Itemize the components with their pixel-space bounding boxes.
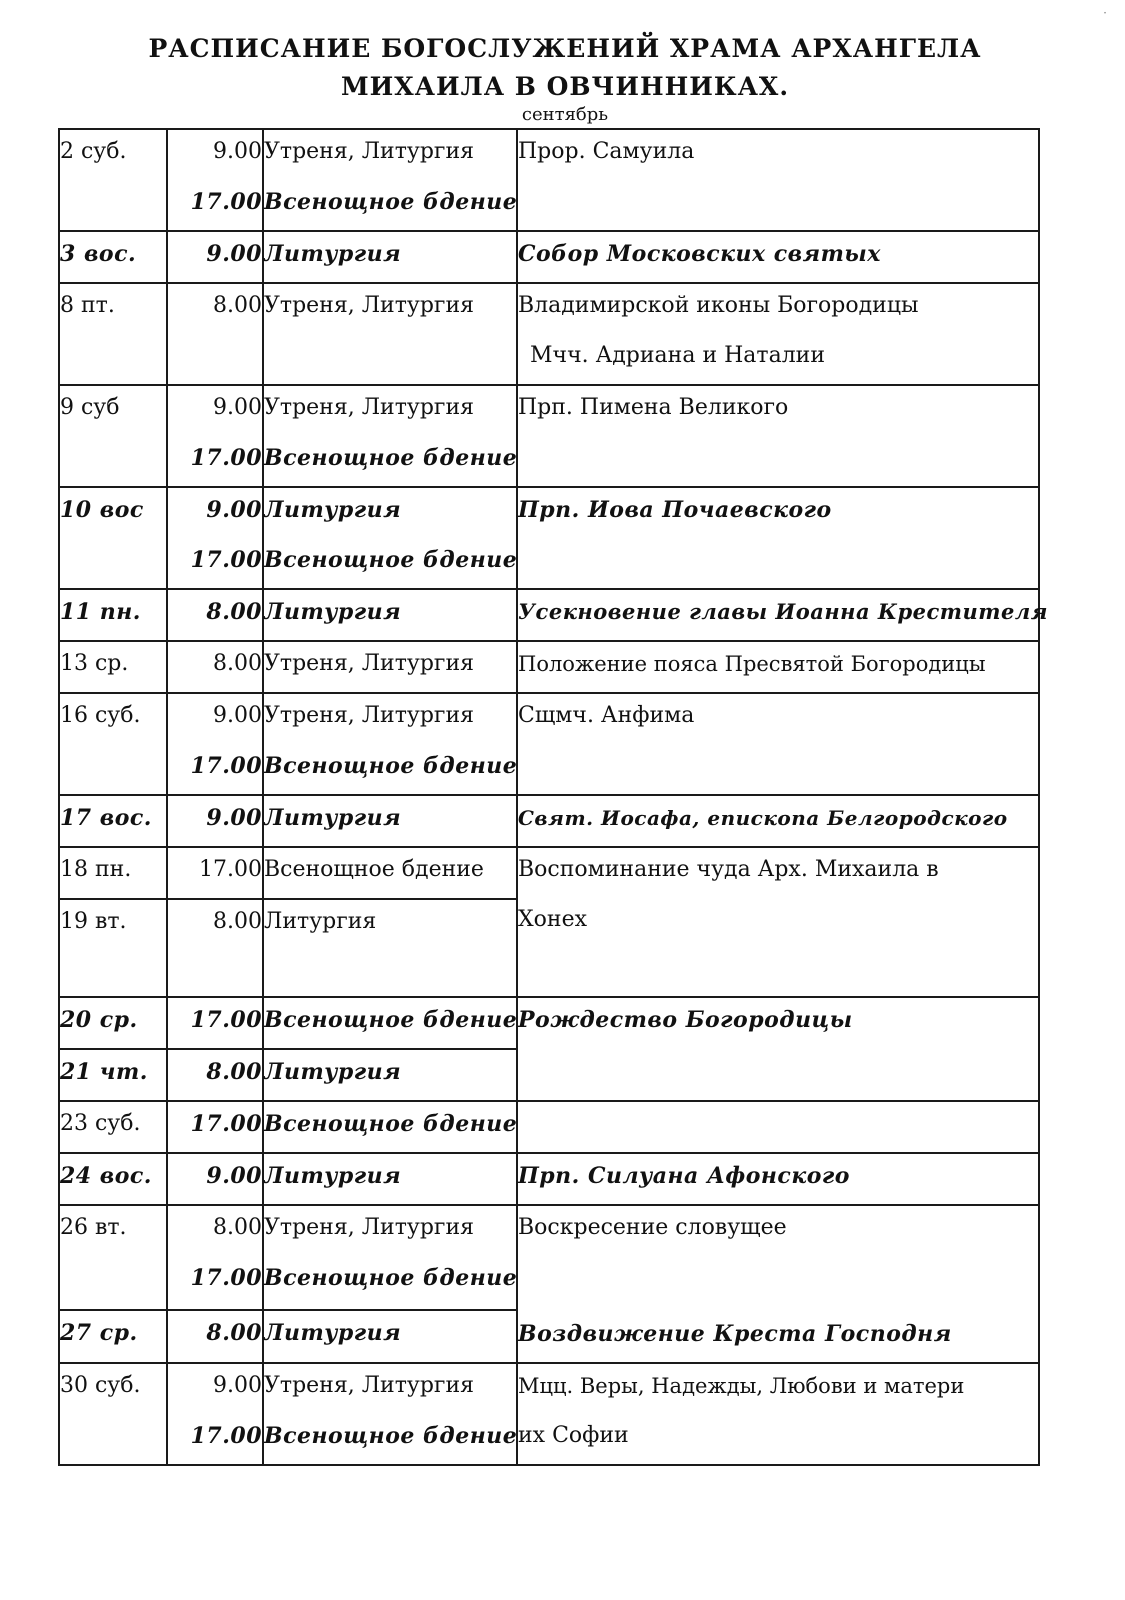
date-cell <box>59 231 167 283</box>
service-text: Всенощное бдение <box>264 1423 518 1449</box>
service-text: Всенощное бдение <box>264 1265 518 1291</box>
service-text: Утреня, Литургия <box>264 139 474 164</box>
time-cell <box>167 1101 263 1153</box>
time-text: 8.00 <box>206 1059 262 1085</box>
time-cell <box>167 385 263 487</box>
feast-text: Владимирской иконы Богородицы <box>518 293 919 318</box>
service-cell <box>263 693 517 795</box>
table-row <box>59 1363 1039 1465</box>
feast-cell <box>517 795 1039 847</box>
time-cell <box>167 997 263 1049</box>
service-cell <box>263 795 517 847</box>
service-text: Утреня, Литургия <box>264 651 474 676</box>
service-cell <box>263 899 517 997</box>
service-text: Всенощное бдение <box>264 857 484 882</box>
time-cell <box>167 589 263 641</box>
time-text: 8.00 <box>206 1319 262 1346</box>
table-row <box>59 1153 1039 1205</box>
time-cell <box>167 693 263 795</box>
feast-cell-merged <box>517 997 1039 1101</box>
time-text: 9.00 <box>213 1373 262 1398</box>
date-cell <box>59 997 167 1049</box>
feast-text: Воздвижение Креста Господня <box>518 1321 952 1347</box>
time-text: 8.00 <box>213 909 262 934</box>
service-cell <box>263 1101 517 1153</box>
feast-text: Собор Московских святых <box>518 241 881 267</box>
date-cell <box>59 847 167 899</box>
feast-text: Положение пояса Пресвятой Богородицы <box>518 652 986 676</box>
date-text: 27 ср. <box>60 1319 138 1346</box>
time-cell <box>167 795 263 847</box>
time-text: 17.00 <box>190 1111 262 1137</box>
service-text: Утреня, Литургия <box>264 1215 474 1240</box>
time-text: 9.00 <box>213 703 262 728</box>
schedule-table <box>58 128 1048 1466</box>
service-text: Утреня, Литургия <box>264 395 474 420</box>
feast-text: Воскресение словущее <box>518 1215 787 1240</box>
service-cell <box>263 997 517 1049</box>
date-text: 13 ср. <box>60 651 129 676</box>
service-cell <box>263 641 517 693</box>
date-cell <box>59 129 167 231</box>
service-cell <box>263 231 517 283</box>
service-cell <box>263 129 517 231</box>
service-cell <box>263 1049 517 1101</box>
time-cell <box>167 1153 263 1205</box>
scan-mark: · <box>1103 6 1107 20</box>
service-cell <box>263 385 517 487</box>
feast-text: Сщмч. Анфима <box>518 703 695 728</box>
feast-text: Свят. Иосафа, епископа Белгородского <box>518 806 1008 830</box>
service-text: Литургия <box>264 1319 402 1346</box>
service-text: Литургия <box>264 241 402 267</box>
date-cell <box>59 1363 167 1465</box>
table-row <box>59 231 1039 283</box>
feast-text: Усекновение главы Иоанна Крестителя <box>518 599 1048 624</box>
service-text: Утреня, Литургия <box>264 1373 474 1398</box>
page-title: РАСПИСАНИЕ БОГОСЛУЖЕНИЙ ХРАМА АРХАНГЕЛА МИХАИЛА В ОВЧИННИКАХ. <box>148 34 982 101</box>
time-text: 17.00 <box>190 547 262 573</box>
time-cell <box>167 231 263 283</box>
feast-text: Прор. Самуила <box>518 139 695 164</box>
date-cell <box>59 1205 167 1310</box>
table-row <box>59 385 1039 487</box>
table-row <box>59 589 1039 641</box>
table-row <box>59 997 1039 1049</box>
time-text: 17.00 <box>190 1423 262 1449</box>
service-text: Всенощное бдение <box>264 547 518 573</box>
time-cell <box>167 899 263 997</box>
date-text: 17 вос. <box>60 805 152 831</box>
table-row <box>59 1205 1039 1310</box>
time-text: 8.00 <box>213 651 262 676</box>
time-cell <box>167 847 263 899</box>
date-text: 26 вт. <box>60 1215 127 1240</box>
time-text: 17.00 <box>199 857 262 882</box>
service-text: Утреня, Литургия <box>264 703 474 728</box>
feast-empty <box>518 1102 1038 1152</box>
date-cell <box>59 487 167 589</box>
feast-text: Прп. Пимена Великого <box>518 395 789 420</box>
date-text: 20 ср. <box>60 1007 138 1033</box>
service-cell <box>263 1363 517 1465</box>
feast-cell <box>517 1101 1039 1153</box>
date-cell <box>59 795 167 847</box>
service-text: Всенощное бдение <box>264 1007 518 1033</box>
table-row <box>59 641 1039 693</box>
service-text: Литургия <box>264 805 402 831</box>
service-text: Всенощное бдение <box>264 753 518 779</box>
service-text: Всенощное бдение <box>264 1111 518 1137</box>
date-text: 19 вт. <box>60 909 127 934</box>
feast-cell <box>517 589 1048 641</box>
time-text: 8.00 <box>213 1215 262 1240</box>
time-text: 9.00 <box>206 805 262 831</box>
date-text: 10 вос <box>60 497 144 523</box>
service-cell <box>263 487 517 589</box>
date-text: 3 вос. <box>60 241 137 267</box>
service-text: Литургия <box>264 909 377 934</box>
time-text: 17.00 <box>190 1265 262 1291</box>
service-cell <box>263 1153 517 1205</box>
time-text: 17.00 <box>190 753 262 779</box>
time-cell <box>167 487 263 589</box>
table-row <box>59 693 1039 795</box>
month-label: сентябрь <box>521 104 609 125</box>
date-text: 24 вос. <box>60 1163 152 1189</box>
service-cell <box>263 1205 517 1310</box>
service-cell <box>263 1310 517 1363</box>
service-text: Литургия <box>264 497 402 523</box>
date-text: 8 пт. <box>60 293 115 318</box>
service-cell <box>263 847 517 899</box>
time-cell <box>167 1049 263 1101</box>
feast-cell <box>517 283 1039 385</box>
date-cell <box>59 641 167 693</box>
date-text: 16 суб. <box>60 703 141 728</box>
time-text: 17.00 <box>190 445 262 471</box>
date-cell <box>59 1153 167 1205</box>
feast-empty <box>518 1256 1038 1312</box>
feast-cell <box>517 231 1039 283</box>
feast-text: Прп. Силуана Афонского <box>518 1163 850 1189</box>
time-text: 8.00 <box>213 293 262 318</box>
feast-cell-merged <box>517 1205 1039 1363</box>
time-cell <box>167 1310 263 1363</box>
time-text: 17.00 <box>190 189 262 215</box>
table-row <box>59 283 1039 385</box>
time-text: 9.00 <box>206 241 262 267</box>
time-text: 17.00 <box>190 1007 262 1033</box>
feast-text: Мцц. Веры, Надежды, Любови и матери <box>518 1374 965 1398</box>
date-cell <box>59 283 167 385</box>
time-cell <box>167 641 263 693</box>
date-text: 18 пн. <box>60 857 132 882</box>
feast-text: Мчч. Адриана и Наталии <box>530 343 825 368</box>
service-cell <box>263 283 517 385</box>
feast-text: их Софии <box>518 1423 629 1448</box>
feast-cell <box>517 487 1039 589</box>
date-text: 30 суб. <box>60 1373 141 1398</box>
table-row <box>59 847 1039 899</box>
feast-text: Прп. Иова Почаевского <box>518 497 832 523</box>
feast-cell <box>517 129 1039 231</box>
feast-cell <box>517 1153 1039 1205</box>
time-cell <box>167 283 263 385</box>
time-text: 8.00 <box>206 599 262 625</box>
time-cell <box>167 1363 263 1465</box>
table-row <box>59 795 1039 847</box>
feast-text: Рождество Богородицы <box>518 1007 853 1033</box>
service-text: Литургия <box>264 599 402 625</box>
feast-text: Воспоминание чуда Арх. Михаила в <box>518 857 939 882</box>
date-cell <box>59 589 167 641</box>
time-text: 9.00 <box>213 395 262 420</box>
date-text: 23 суб. <box>60 1111 141 1136</box>
feast-cell <box>517 385 1039 487</box>
time-cell <box>167 1205 263 1310</box>
date-cell <box>59 1310 167 1363</box>
date-text: 9 суб <box>60 395 120 420</box>
date-text: 21 чт. <box>60 1059 148 1085</box>
service-text: Литургия <box>264 1163 402 1189</box>
date-cell <box>59 693 167 795</box>
date-cell <box>59 1101 167 1153</box>
date-text: 11 пн. <box>60 599 141 625</box>
service-text: Литургия <box>264 1059 402 1085</box>
service-text: Утреня, Литургия <box>264 293 474 318</box>
time-cell <box>167 129 263 231</box>
time-text: 9.00 <box>213 139 262 164</box>
date-cell <box>59 1049 167 1101</box>
table-row <box>59 1101 1039 1153</box>
time-text: 9.00 <box>206 497 262 523</box>
service-cell <box>263 589 517 641</box>
feast-cell <box>517 693 1039 795</box>
feast-text: Хонех <box>518 907 587 932</box>
date-cell <box>59 385 167 487</box>
feast-cell <box>517 1363 1039 1465</box>
date-text: 2 суб. <box>60 139 127 164</box>
service-text: Всенощное бдение <box>264 445 518 471</box>
time-text: 9.00 <box>206 1163 262 1189</box>
date-cell <box>59 899 167 997</box>
feast-cell <box>517 641 1039 693</box>
feast-cell-merged <box>517 847 1039 997</box>
service-text: Всенощное бдение <box>264 189 518 215</box>
table-row <box>59 487 1039 589</box>
table-row <box>59 129 1039 231</box>
